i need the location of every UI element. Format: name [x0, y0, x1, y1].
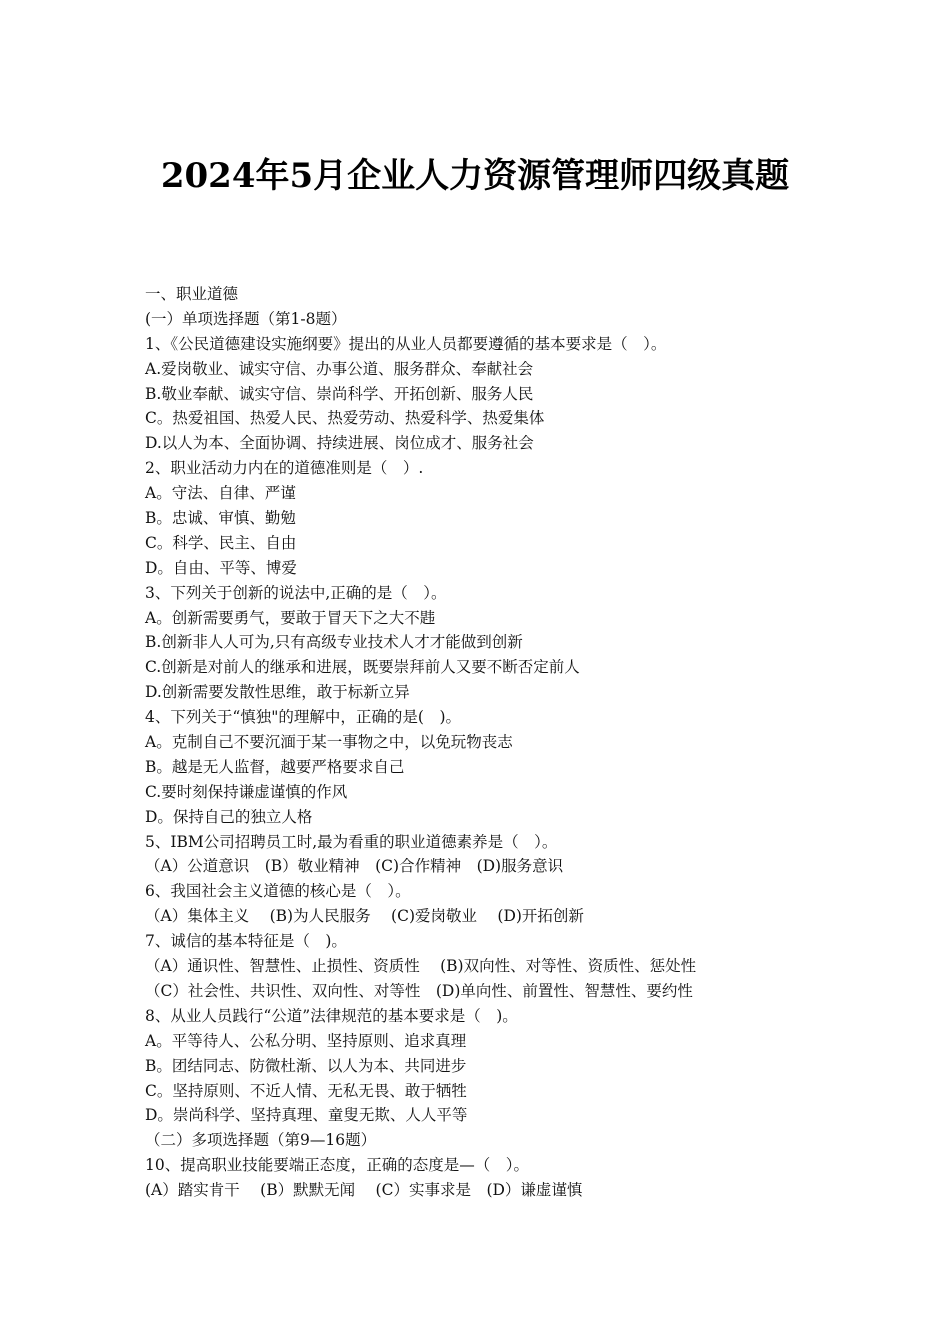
answer-option: A。克制自己不要沉湎于某一事物之中，以免玩物丧志: [145, 733, 513, 752]
answer-option: C.创新是对前人的继承和进展，既要崇拜前人又要不断否定前人: [145, 658, 580, 677]
document-body: [145, 282, 845, 1203]
question-text: 8、从业人员践行“公道”法律规范的基本要求是（ )。: [145, 1006, 518, 1025]
answer-option: D.创新需要发散性思维，敢于标新立异: [145, 683, 410, 702]
document-title: 2024年5月企业人力资源管理师四级真题: [160, 156, 790, 196]
answer-options-row: （C）社会性、共识性、双向性、对等性 (D)单向性、前置性、智慧性、要约性: [145, 981, 693, 1000]
answer-option: B.创新非人人可为,只有高级专业技术人才才能做到创新: [145, 633, 523, 652]
answer-option: B。越是无人监督，越要严格要求自己: [145, 757, 405, 776]
answer-option: B。团结同志、防微杜渐、以人为本、共同进步: [145, 1056, 467, 1075]
answer-options-row: （A）集体主义 (B)为人民服务 (C)爱岗敬业 (D)开拓创新: [145, 907, 584, 926]
subsection-heading: （二）多项选择题（第9—16题）: [145, 1131, 377, 1150]
answer-options-row: (A）踏实肯干 (B）默默无闻 (C）实事求是 (D）谦虚谨慎: [145, 1181, 583, 1200]
question-text: 2、职业活动力内在的道德准则是（ ）.: [145, 459, 424, 478]
answer-option: A。创新需要勇气，要敢于冒天下之大不韪: [145, 608, 436, 627]
answer-options-row: （A）通识性、智慧性、止损性、资质性 (B)双向性、对等性、资质性、惩处性: [145, 957, 697, 976]
question-text: 6、我国社会主义道德的核心是（ ）。: [145, 882, 411, 901]
question-text: 1、《公民道德建设实施纲要》提出的从业人员都要遵循的基本要求是（ ）。: [145, 334, 667, 353]
answer-option: A。守法、自律、严谨: [145, 484, 296, 503]
answer-options-row: （A）公道意识 (B）敬业精神 (C)合作精神 (D)服务意识: [145, 857, 564, 876]
question-text: 10、提高职业技能要端正态度，正确的态度是—（ ）。: [145, 1156, 529, 1175]
answer-option: C。热爱祖国、热爱人民、热爱劳动、热爱科学、热爱集体: [145, 409, 545, 428]
answer-option: A.爱岗敬业、诚实守信、办事公道、服务群众、奉献社会: [145, 359, 534, 378]
question-text: 7、诚信的基本特征是（ )。: [145, 932, 347, 951]
answer-option: D。自由、平等、博爱: [145, 558, 297, 577]
question-text: 3、下列关于创新的说法中,正确的是（ ）。: [145, 583, 447, 602]
answer-option: C。科学、民主、自由: [145, 533, 297, 552]
answer-option: D。保持自己的独立人格: [145, 807, 313, 826]
answer-option: D.以人为本、全面协调、持续进展、岗位成才、服务社会: [145, 434, 534, 453]
subsection-heading: (一）单项选择题（第1-8题）: [145, 309, 347, 328]
answer-option: D。崇尚科学、坚持真理、童叟无欺、人人平等: [145, 1106, 468, 1125]
answer-option: C.要时刻保持谦虚谨慎的作风: [145, 782, 348, 801]
question-text: 5、IBM公司招聘员工时,最为看重的职业道德素养是（ ）。: [145, 832, 558, 851]
answer-option: B.敬业奉献、诚实守信、崇尚科学、开拓创新、服务人民: [145, 384, 534, 403]
answer-option: A。平等待人、公私分明、坚持原则、追求真理: [145, 1031, 467, 1050]
section-heading: 一、职业道德: [145, 285, 239, 303]
answer-option: B。忠诚、审慎、勤勉: [145, 509, 296, 528]
answer-option: C。坚持原则、不近人情、无私无畏、敢于牺牲: [145, 1081, 467, 1100]
question-text: 4、下列关于“慎独"的理解中，正确的是( )。: [145, 708, 462, 727]
